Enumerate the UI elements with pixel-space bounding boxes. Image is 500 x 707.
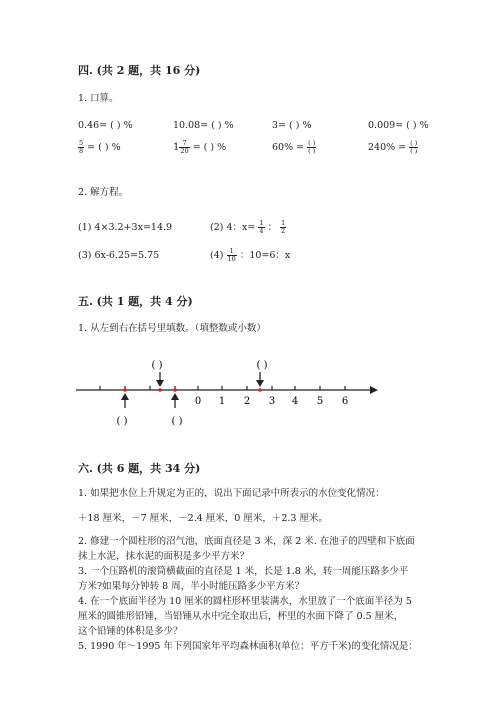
number-line [0, 350, 500, 440]
q2-label: 2. 解方程。 [78, 187, 129, 198]
q6-4-line3: 这个铅锤的体积是多少？ [78, 626, 183, 637]
q6-4-line1: 4. 在一个底面半径为 10 厘米的圆柱形杯里装满水，水里放了一个底面半径为 5 [78, 596, 412, 607]
tick-label-1: 1 [218, 396, 226, 407]
blank-bottom-2: ( ) [171, 416, 183, 427]
red-point [158, 388, 162, 392]
ticks [100, 386, 345, 390]
up-arrow-head [121, 393, 129, 400]
fraction: $\frac{1}{4}$ [259, 219, 264, 235]
blank-top-1: ( ) [151, 360, 163, 371]
calc-r2c1: $\frac{5}{8}$ = ( ) % [79, 139, 121, 155]
calc-r1c4: 0.009= ( ) % [368, 120, 429, 131]
fraction: $\frac{( )}{( )}$ [410, 139, 418, 155]
q6-5: 5. 1990 年～1995 年下列国家年平均森林面积(单位：平方千米)的变化情况是： [78, 641, 418, 652]
equation-2: (2) 4：x= $\frac{1}{4}$ ： $\frac{1}{2}$ [210, 219, 286, 235]
down-arrow-head [256, 380, 264, 387]
tick-label-5: 5 [316, 396, 324, 407]
q6-2-line2: 抹上水泥，抹水泥的面积是多少平方米？ [78, 551, 250, 562]
equation-3: (3) 6x-6.25=5.75 [78, 250, 160, 261]
fraction: $\frac{5}{8}$ [79, 139, 84, 155]
q1-text: 1. 从左到右在括号里填数。（填整数或小数） [78, 323, 266, 334]
q6-1: 1. 如果把水位上升规定为正的，说出下面记录中所表示的水位变化情况： [78, 488, 385, 499]
calc-r1c1: 0.46= ( ) % [78, 120, 133, 131]
q6-3-line1: 3. 一个压路机的滚筒横截面的直径是 1 米，长是 1.8 米，转一周能压路多少平 [78, 566, 409, 577]
tick-label-3: 3 [268, 396, 276, 407]
blank-top-2: ( ) [256, 360, 268, 371]
q1-label: 1. 口算。 [78, 93, 119, 104]
tick-label-0: 0 [194, 396, 202, 407]
fraction: $\frac{1}{2}$ [281, 219, 286, 235]
fraction: $\frac{( )}{( )}$ [308, 139, 316, 155]
tick-label-6: 6 [341, 396, 349, 407]
blank-bottom-1: ( ) [116, 416, 128, 427]
calc-r2c2: 1 $\frac{7}{20}$ = ( ) % [173, 139, 227, 155]
calc-r1c2: 10.08= ( ) % [173, 120, 234, 131]
red-point [123, 388, 127, 392]
equation-1: (1) 4×3.2+3x=14.9 [78, 222, 173, 233]
q6-2-line1: 2. 修建一个圆柱形的沼气池，底面直径是 3 米，深 2 米. 在池子的四壁和下底面 [78, 536, 415, 547]
tick-label-4: 4 [291, 396, 299, 407]
calc-r2c3: 60% = $\frac{( )}{( )}$ [272, 139, 316, 155]
axis-arrowhead [370, 386, 378, 394]
tick-label-2: 2 [243, 396, 251, 407]
up-arrow-head [171, 393, 179, 400]
fraction: $\frac{7}{20}$ [180, 139, 189, 155]
red-point [173, 388, 177, 392]
equation-4: (4) $\frac{1}{10}$ ：10=6：x [210, 247, 291, 263]
section5-heading: 五. (共 1 题，共 4 分) [78, 295, 193, 308]
q6-3-line2: 方米?如果每分钟转 8 周，半小时能压路多少平方米？ [78, 581, 305, 592]
down-arrow-head [156, 380, 164, 387]
q6-4-line2: 厘米的圆锥形铅锤，当铅锤从水中完全取出后，杯里的水面下降了 0.5 厘米， [78, 611, 404, 622]
calc-r2c4: 240% = $\frac{( )}{( )}$ [368, 139, 418, 155]
fraction: $\frac{1}{10}$ [227, 247, 236, 263]
calc-r1c3: 3= ( ) % [272, 120, 312, 131]
section4-heading: 四. (共 2 题，共 16 分) [78, 64, 201, 77]
section6-heading: 六. (共 6 题，共 34 分) [78, 462, 201, 475]
q6-1-values: ＋18 厘米，－7 厘米，－2.4 厘米，0 厘米，＋2.3 厘米。 [78, 513, 328, 524]
red-point [258, 388, 262, 392]
